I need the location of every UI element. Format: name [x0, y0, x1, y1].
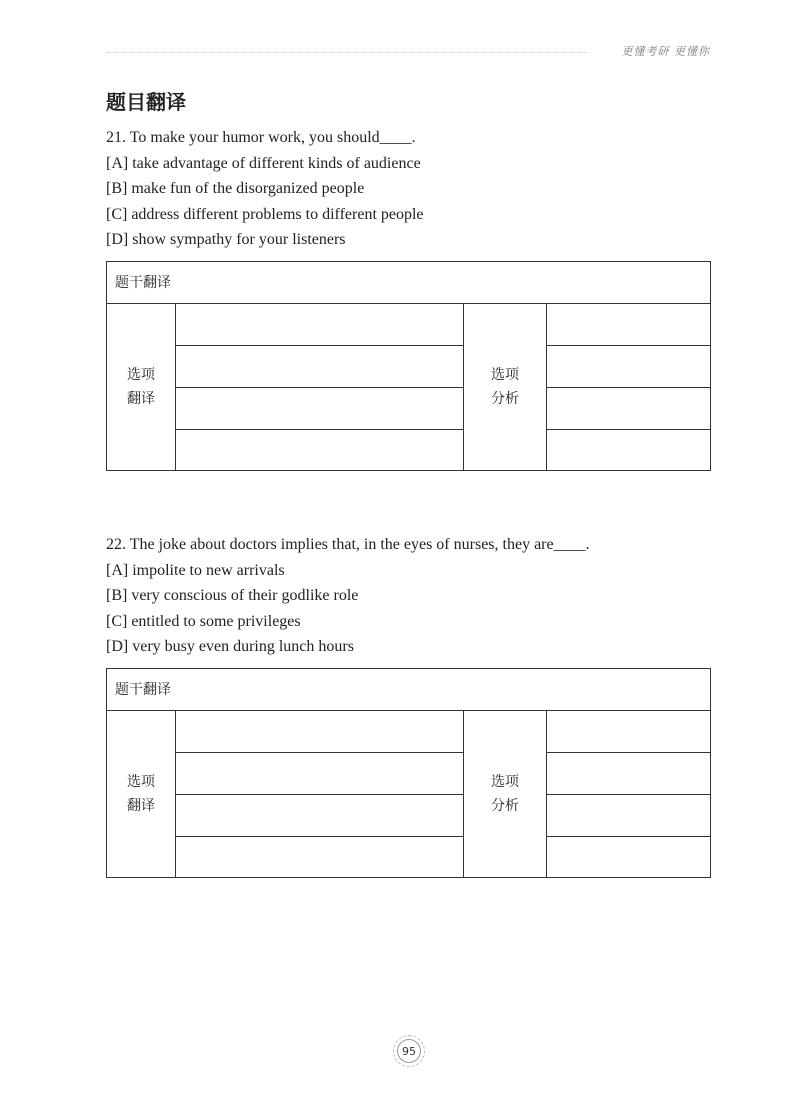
blank-cell[interactable]	[546, 346, 710, 388]
label-line-2: 翻译	[127, 798, 155, 814]
blank-cell[interactable]	[176, 753, 463, 795]
option-analysis-label	[463, 304, 547, 470]
label-line-1: 选项	[491, 367, 519, 383]
label-line-1: 选项	[127, 774, 155, 790]
section-title: 题目翻译	[106, 90, 186, 114]
blank-cell[interactable]	[546, 837, 710, 879]
option-b: [B] very conscious of their godlike role	[106, 587, 359, 604]
blank-cell[interactable]	[176, 795, 463, 837]
blank-cell[interactable]	[546, 304, 710, 346]
header-slogan: 更懂考研 更懂你	[621, 45, 710, 58]
blank-cell[interactable]	[176, 837, 463, 879]
blank-cell[interactable]	[176, 304, 463, 346]
blank-cell[interactable]	[546, 388, 710, 430]
option-translation-blanks	[176, 711, 463, 877]
option-c: [C] entitled to some privileges	[106, 612, 301, 630]
blank-cell[interactable]	[546, 795, 710, 837]
option-translation-label	[107, 304, 176, 470]
label-line-1: 选项	[491, 774, 519, 790]
translation-table-21	[106, 261, 711, 471]
blank-cell[interactable]	[546, 430, 710, 472]
option-translation-blanks	[176, 304, 463, 470]
translation-table-22	[106, 668, 711, 878]
option-analysis-blanks	[546, 711, 710, 877]
blank-cell[interactable]	[546, 753, 710, 795]
option-a: [A] impolite to new arrivals	[106, 561, 285, 579]
option-a: [A] take advantage of different kinds of audience	[106, 154, 421, 172]
option-analysis-blanks	[546, 304, 710, 470]
question-stem: 22. The joke about doctors implies that, in the eyes of nurses, they are____.	[106, 536, 590, 553]
label-line-2: 分析	[491, 391, 519, 407]
stem-translation-row[interactable]: 题干翻译	[107, 262, 710, 304]
blank-cell[interactable]	[176, 711, 463, 753]
page-number: 95	[397, 1039, 421, 1063]
blank-cell[interactable]	[176, 346, 463, 388]
blank-cell[interactable]	[176, 430, 463, 472]
option-d: [D] very busy even during lunch hours	[106, 638, 354, 655]
blank-cell[interactable]	[546, 711, 710, 753]
header-divider	[107, 52, 587, 53]
option-c: [C] address different problems to different people	[106, 205, 424, 223]
option-translation-label	[107, 711, 176, 877]
label-line-2: 翻译	[127, 391, 155, 407]
question-stem: 21. To make your humor work, you should____.	[106, 129, 416, 146]
question-22	[106, 532, 590, 660]
option-d: [D] show sympathy for your listeners	[106, 231, 346, 248]
option-b: [B] make fun of the disorganized people	[106, 180, 365, 197]
stem-translation-row[interactable]: 题干翻译	[107, 669, 710, 711]
label-line-1: 选项	[127, 367, 155, 383]
question-21	[106, 125, 424, 253]
blank-cell[interactable]	[176, 388, 463, 430]
option-analysis-label	[463, 711, 547, 877]
label-line-2: 分析	[491, 798, 519, 814]
